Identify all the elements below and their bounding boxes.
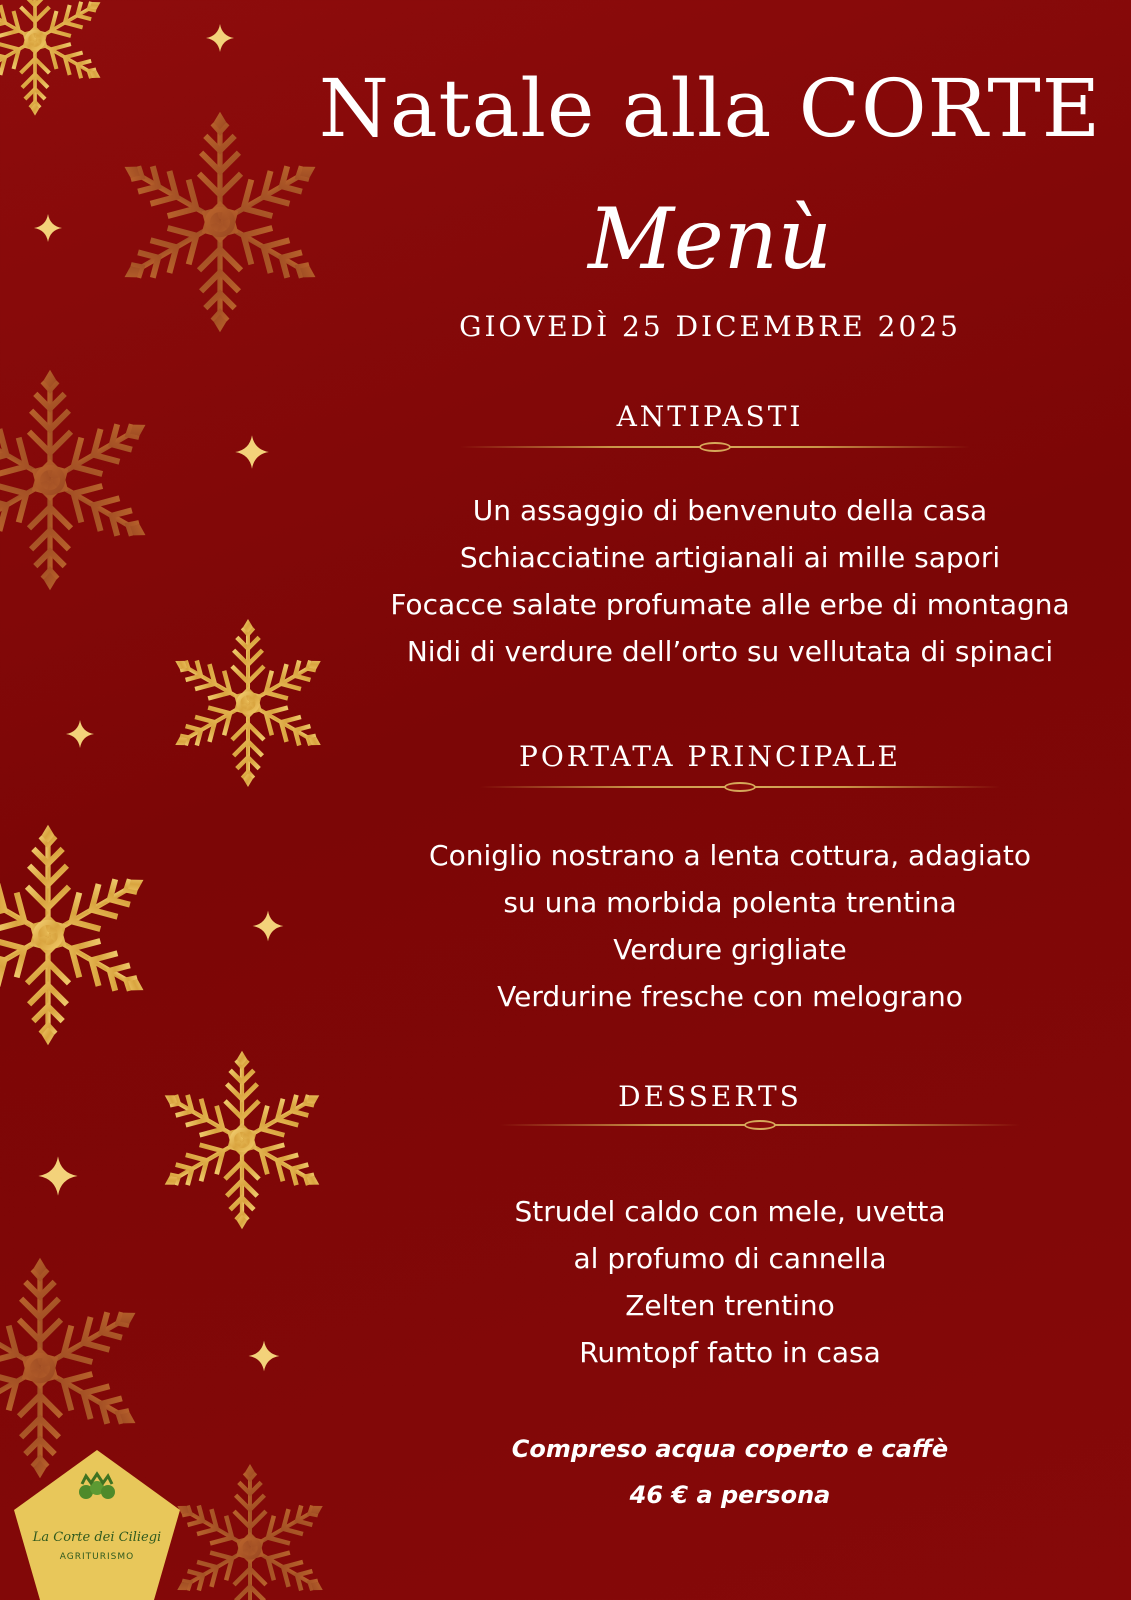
snowflake-icon xyxy=(0,825,155,1046)
sparkle-icon xyxy=(235,435,269,469)
menu-item: Nidi di verdure dell’orto su vellutata di spinaci xyxy=(406,635,1054,668)
logo-tagline: AGRITURISMO xyxy=(59,1552,135,1562)
sparkle-icon xyxy=(66,720,94,748)
section-divider xyxy=(480,786,1000,788)
menu-item: Verdurine fresche con melograno xyxy=(497,980,963,1013)
section-title-desserts: DESSERTS xyxy=(618,1080,802,1113)
sparkle-icon xyxy=(253,911,284,942)
menu-item: Zelten trentino xyxy=(625,1289,835,1322)
section-divider xyxy=(500,1124,1020,1126)
price-included-note: Compreso acqua coperto e caffè xyxy=(511,1435,949,1463)
menu-item: Strudel caldo con mele, uvetta xyxy=(514,1195,946,1228)
menu-item: Un assaggio di benvenuto della casa xyxy=(472,494,988,527)
snowflake-icon xyxy=(0,0,108,116)
menu-item: Schiacciatine artigianali ai mille sapori xyxy=(459,541,1001,574)
page-title: Natale alla CORTE xyxy=(318,62,1102,155)
section-title-antipasti: ANTIPASTI xyxy=(616,400,804,433)
sparkle-icon xyxy=(34,214,62,242)
price-per-person: 46 € a persona xyxy=(629,1481,831,1509)
menu-item: su una morbida polenta trentina xyxy=(503,886,957,919)
snowflake-icon xyxy=(0,370,157,591)
menu-item: Rumtopf fatto in casa xyxy=(579,1336,881,1369)
event-date: GIOVEDÌ 25 DICEMBRE 2025 xyxy=(459,310,961,343)
menu-subtitle: Menù xyxy=(588,190,832,288)
price-note xyxy=(300,1426,1131,1518)
menu-item: Focacce salate profumate alle erbe di montagna xyxy=(390,588,1070,621)
section-divider xyxy=(460,446,970,448)
sparkle-icon xyxy=(38,1156,77,1195)
logo-name: La Corte dei Ciliegi xyxy=(32,1530,162,1545)
antipasti-list xyxy=(300,487,1131,675)
sparkle-icon xyxy=(249,1341,280,1372)
menu-item: al profumo di cannella xyxy=(573,1242,887,1275)
logo-badge xyxy=(12,1448,182,1600)
snowflake-icon xyxy=(113,112,327,333)
snowflake-icon xyxy=(0,1258,147,1479)
sparkle-icon xyxy=(206,24,234,52)
menu-item: Verdure grigliate xyxy=(613,933,847,966)
portata-principale-list xyxy=(300,832,1131,1020)
desserts-list xyxy=(300,1188,1131,1376)
menu-item: Coniglio nostrano a lenta cottura, adagiato xyxy=(429,839,1031,872)
section-title-portata-principale: PORTATA PRINCIPALE xyxy=(519,740,901,773)
